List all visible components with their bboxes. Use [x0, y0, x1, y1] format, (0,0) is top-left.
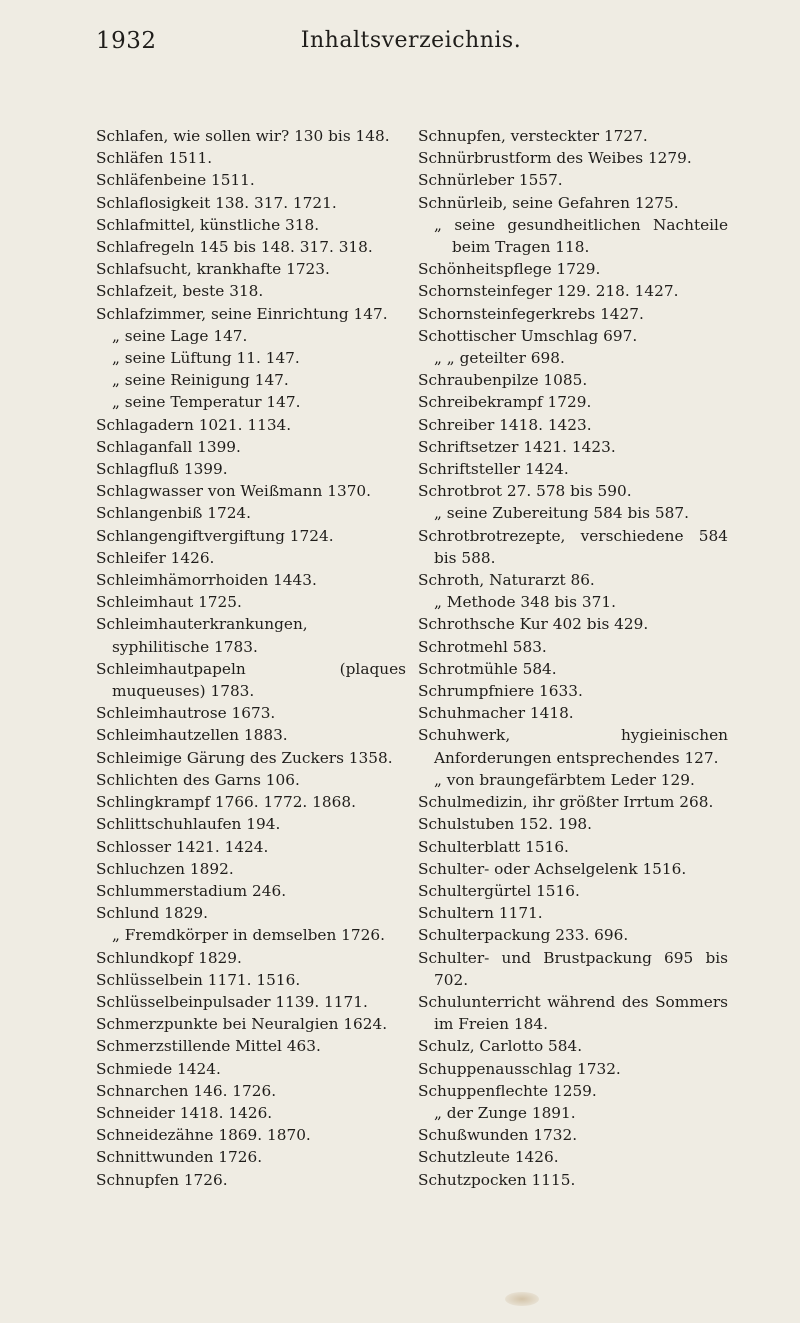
index-entry: Schlosser 1421. 1424. [96, 837, 269, 856]
index-entry: Schneider 1418. 1426. [96, 1103, 273, 1122]
index-subentry: „ Methode 348 bis 371. [434, 593, 616, 612]
index-entry: Schußwunden 1732. [418, 1126, 578, 1145]
index-entry: Schläfen 1511. [96, 149, 213, 168]
index-entry: Schlichten des Garns 106. [96, 770, 300, 789]
index-entry: Schmiede 1424. [96, 1059, 221, 1078]
index-entry: Schlaflosigkeit 138. 317. 1721. [96, 193, 337, 212]
index-entry: Schraubenpilze 1085. [418, 371, 588, 390]
index-entry: Schriftsteller 1424. [418, 460, 569, 479]
index-entry: Schlangenbiß 1724. [96, 504, 252, 523]
index-entry: Schulterpackung 233. 696. [418, 926, 629, 945]
index-subentry: „ seine Reinigung 147. [112, 371, 289, 390]
index-entry: Schuppenflechte 1259. [418, 1081, 597, 1100]
index-entry: Schutzpocken 1115. [418, 1170, 576, 1189]
index-entry: Schleimhautzellen 1883. [96, 726, 288, 745]
index-entry: Schleimhautrose 1673. [96, 704, 276, 723]
index-entry: Schulter- oder Achselgelenk 1516. [418, 859, 687, 878]
index-entry: Schuppenausschlag 1732. [418, 1059, 621, 1078]
index-entry: Schulstuben 152. 198. [418, 815, 593, 834]
index-entry: Schlaganfall 1399. [96, 437, 241, 456]
index-entry: Schlagfluß 1399. [96, 460, 228, 479]
index-entry: Schrotmühle 584. [418, 659, 557, 678]
index-entry: Schulunterricht während des Sommers im Freien 184. [418, 992, 728, 1034]
index-entry: Schnittwunden 1726. [96, 1148, 263, 1167]
index-entry: Schönheitspflege 1729. [418, 260, 601, 279]
index-entry: Schroth, Naturarzt 86. [418, 571, 595, 590]
index-entry: Schlingkrampf 1766. 1772. 1868. [96, 793, 356, 812]
index-entry: Schlüsselbeinpulsader 1139. 1171. [96, 992, 368, 1011]
index-entry: Schnupfen, versteckter 1727. [418, 127, 648, 145]
index-entry: Schlafzeit, beste 318. [96, 282, 264, 301]
index-entry: Schnarchen 146. 1726. [96, 1081, 277, 1100]
index-entry: Schlummerstadium 246. [96, 881, 287, 900]
index-entry: Schneidezähne 1869. 1870. [96, 1126, 311, 1145]
index-column-left [96, 125, 406, 1191]
index-entry: Schluchzen 1892. [96, 859, 234, 878]
index-column-right [418, 125, 728, 1191]
page-number: 1932 [96, 28, 157, 54]
index-entry: Schleimhautpapeln (plaques muqueuses) 1783. [96, 659, 406, 701]
index-entry: Schleimhauterkrankungen, syphilitische 1783. [96, 615, 308, 656]
index-entry: Schrotbrot 27. 578 bis 590. [418, 482, 632, 501]
index-entry: Schulterblatt 1516. [418, 837, 569, 856]
index-entry: Schulz, Carlotto 584. [418, 1037, 583, 1056]
index-entry: Schlundkopf 1829. [96, 948, 242, 967]
index-entry: Schleimhaut 1725. [96, 593, 242, 612]
index-entry: Schuhwerk, hygieinischen Anforderungen entsprechendes 127. [418, 726, 728, 767]
page-header [96, 28, 726, 64]
index-subentry: „ seine Zubereitung 584 bis 587. [434, 504, 689, 523]
index-entry: Schulmedizin, ihr größter Irrtum 268. [418, 793, 714, 812]
index-entry: Schläfenbeine 1511. [96, 171, 255, 190]
index-entry: Schnürleber 1557. [418, 171, 563, 190]
index-entry: Schlafzimmer, seine Einrichtung 147. [96, 304, 388, 323]
index-entry: Schrotmehl 583. [418, 637, 547, 656]
index-entry: Schlafsucht, krankhafte 1723. [96, 260, 330, 279]
index-entry: Schottischer Umschlag 697. [418, 326, 638, 345]
index-subentry: „ seine Lage 147. [112, 326, 248, 345]
index-entry: Schrumpfniere 1633. [418, 682, 583, 701]
index-subentry: „ von braungefärbtem Leder 129. [434, 770, 695, 789]
index-entry: Schnürbrustform des Weibes 1279. [418, 149, 692, 168]
index-entry: Schnürleib, seine Gefahren 1275. [418, 193, 679, 212]
index-entry: Schreibekrampf 1729. [418, 393, 592, 412]
index-entry: Schleimige Gärung des Zuckers 1358. [96, 748, 393, 767]
index-entry: Schnupfen 1726. [96, 1170, 228, 1189]
index-entry: Schleifer 1426. [96, 548, 215, 567]
index-entry: Schornsteinfegerkrebs 1427. [418, 304, 644, 323]
index-entry: Schreiber 1418. 1423. [418, 415, 592, 434]
index-subentry: „ seine Temperatur 147. [112, 393, 301, 412]
index-subentry: „ Fremdkörper in demselben 1726. [112, 926, 385, 945]
index-entry: Schuhmacher 1418. [418, 704, 574, 723]
index-subentry: „ seine Lüftung 11. 147. [112, 349, 300, 368]
index-entry: Schulter- und Brustpackung 695 bis 702. [418, 948, 728, 989]
index-entry: Schrotbrotrezepte, verschiedene 584 bis 588. [418, 526, 728, 567]
index-entry: Schutzleute 1426. [418, 1148, 559, 1167]
index-entry: Schleimhämorrhoiden 1443. [96, 571, 317, 590]
index-entry: Schlangengiftvergiftung 1724. [96, 526, 334, 545]
index-entry: Schlittschuhlaufen 194. [96, 815, 281, 834]
index-entry: Schlafregeln 145 bis 148. 317. 318. [96, 238, 373, 257]
index-subentry: „ der Zunge 1891. [434, 1103, 576, 1122]
index-subentry: „ seine gesundheitlichen Nachteile beim Tragen 118. [434, 215, 728, 257]
index-entry: Schrothsche Kur 402 bis 429. [418, 615, 649, 634]
index-subentry: „ „ geteilter 698. [434, 349, 565, 368]
index-entry: Schlüsselbein 1171. 1516. [96, 970, 301, 989]
index-entry: Schlund 1829. [96, 904, 208, 923]
index-entry: Schultern 1171. [418, 904, 543, 923]
index-entry: Schornsteinfeger 129. 218. 1427. [418, 282, 679, 301]
index-entry: Schlagwasser von Weißmann 1370. [96, 482, 372, 501]
index-entry: Schriftsetzer 1421. 1423. [418, 437, 616, 456]
index-entry: Schmerzstillende Mittel 463. [96, 1037, 321, 1056]
paper-stain [505, 1292, 539, 1306]
index-entry: Schultergürtel 1516. [418, 881, 580, 900]
running-title: Inhaltsverzeichnis. [300, 28, 522, 53]
index-entry: Schmerzpunkte bei Neuralgien 1624. [96, 1015, 388, 1034]
index-entry: Schlafmittel, künstliche 318. [96, 215, 320, 234]
index-entry: Schlagadern 1021. 1134. [96, 415, 292, 434]
index-entry: Schlafen, wie sollen wir? 130 bis 148. [96, 127, 390, 145]
